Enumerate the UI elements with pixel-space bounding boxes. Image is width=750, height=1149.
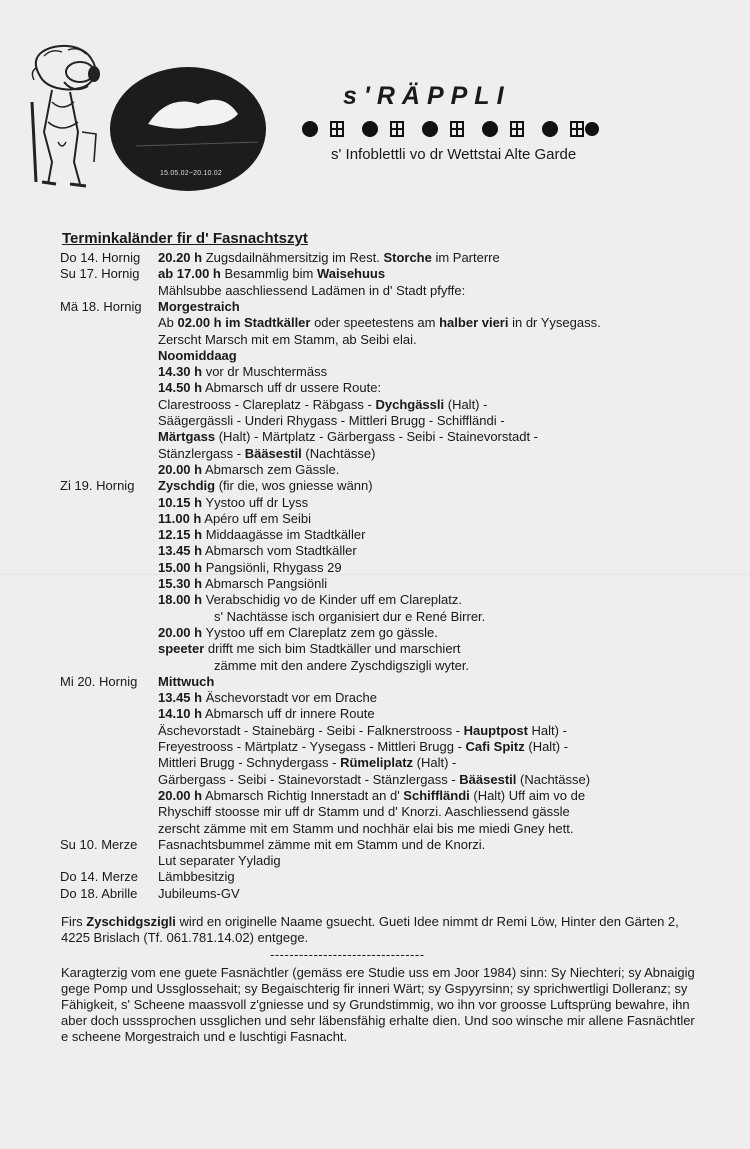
event-text [158, 413, 505, 429]
event-row [0, 706, 750, 722]
event-text-bold: Mittwuch [158, 673, 215, 689]
event-text [158, 804, 570, 820]
event-text [158, 429, 538, 445]
paragraph-lead: Firs [61, 914, 87, 929]
event-text-plain: (Nachtässe) [516, 771, 591, 787]
event-row [0, 283, 750, 299]
event-text [158, 853, 281, 869]
event-day: Do 14. Hornig [60, 250, 141, 265]
event-text-plain: Lut separater Yyladig [158, 853, 281, 869]
event-row [0, 576, 750, 592]
event-row [0, 772, 750, 788]
event-text-bold: Dychgässli [375, 396, 445, 412]
event-text-bold: 15.00 h [158, 559, 203, 575]
event-row [0, 397, 750, 413]
event-text [158, 348, 237, 364]
event-text-bold: Morgestraich [158, 298, 240, 314]
event-text-plain: (fir die, wos gniesse wänn) [215, 478, 373, 494]
event-text-plain: Abmarsch uff dr innere Route [202, 706, 375, 722]
event-text-bold: 10.15 h [158, 494, 203, 510]
event-text [158, 706, 375, 722]
event-text [158, 266, 385, 282]
event-text-plain: Zerscht Marsch mit em Stamm, ab Seibi elai. [158, 331, 417, 347]
event-text [158, 869, 235, 885]
event-text-plain: Freyestrooss - Märtplatz - Yysegass - Mittleri Brugg - [158, 739, 466, 754]
event-text-plain: (Halt) - [413, 755, 457, 771]
event-text-plain: Yystoo uff dr Lyss [202, 494, 309, 510]
event-text-bold: Rümeliplatz [340, 755, 414, 771]
event-text-bold: Waisehuus [316, 266, 386, 282]
event-row [0, 332, 750, 348]
event-row [0, 315, 750, 331]
event-text-plain: in dr Yysegass. [508, 315, 601, 331]
event-text-bold: 15.30 h [158, 576, 203, 591]
event-text [158, 299, 240, 315]
event-text-plain: Äschevorstadt vor em Drache [202, 690, 377, 706]
name-search-paragraph [61, 914, 701, 946]
event-text-plain: Abmarsch zem Gässle. [202, 461, 340, 477]
event-text-bold: 20.00 h [158, 461, 203, 477]
ornament-row [300, 118, 600, 140]
event-text-plain: Clarestrooss - Clareplatz - Räbgass - [158, 396, 376, 412]
event-row [0, 380, 750, 396]
event-text-plain: Stänzlergass - [158, 445, 245, 461]
event-text-plain: drifft me sich bim Stadtkäller und marschiert [204, 641, 461, 657]
characteristics-paragraph: Karagterzig vom ene guete Fasnächtler (gemäss ere Studie uss em Joor 1984) sinn: Sy Niechteri; sy Abnaigig gege Pomp und Ussglossehait; sy Begaischterig fir inneri Wärt; sy Gspyyrsinn; sy sprichwertligi Dolleranz; sy Fähigkeit, s' Scheene maassvoll z'gniesse und sy Grundstimmig, wo ihn vor groosse Luftsprüng bewahre, ihn aber doch usssprochen ussglichen und sehr läbensfähig erhalte dien. Und soo winsche mir allene Fasnächtler e scheene Morgestraich und e luschtigi Fasnacht. [61, 965, 695, 1044]
event-text-plain: Verabschidig vo de Kinder uff em Clareplatz. [202, 592, 462, 608]
event-row [0, 364, 750, 380]
event-text [158, 446, 376, 462]
event-text [158, 283, 465, 299]
event-row [0, 266, 750, 282]
event-row [0, 250, 750, 266]
event-text [158, 527, 365, 543]
event-text-bold: Zyschdig [158, 478, 216, 494]
event-text-bold: speeter [158, 641, 205, 657]
event-row [0, 592, 750, 608]
event-text-plain: s' Nachtässe isch organisiert dur e René Birrer. [214, 608, 486, 624]
newsletter-subtitle: s' Infoblettli vo dr Wettstai Alte Garde [331, 146, 577, 163]
event-text-bold: 13.45 h [158, 690, 203, 706]
event-text [158, 772, 590, 788]
event-text-plain: im Parterre [431, 250, 500, 265]
event-text [158, 462, 339, 478]
event-text-bold: 20.00 h [158, 624, 203, 640]
event-text-bold: halber vieri [439, 315, 509, 331]
event-text-plain: (Halt) - Märtplatz - Gärbergass - Seibi - Stainevorstadt - [215, 429, 539, 445]
event-text-bold: 14.10 h [158, 706, 203, 722]
event-row [0, 674, 750, 690]
event-text-plain: Halt) - [527, 722, 567, 738]
event-row [0, 690, 750, 706]
event-text-plain: (Halt) Uff aim vo de [469, 787, 586, 803]
paragraph-rest: wird en originelle Naame gsuecht. Gueti Idee nimmt dr Remi Löw, Hinter den Gärten 2, 4225 Brislach (Tf. 061.781.14.02) entgege. [61, 914, 679, 945]
event-text-bold: Storche [383, 250, 432, 265]
event-day: Su 17. Hornig [60, 266, 140, 282]
event-text-plain: Gärbergass - Seibi - Stainevorstadt - Stänzlergass - [158, 771, 460, 787]
event-text-plain: Abmarsch uff dr ussere Route: [202, 380, 382, 396]
event-text-bold: ab 17.00 h [158, 266, 221, 282]
event-text [158, 250, 500, 266]
event-text [158, 674, 214, 690]
event-text [158, 641, 461, 657]
event-row [0, 869, 750, 885]
event-row [0, 723, 750, 739]
event-text [158, 364, 327, 380]
event-text-plain: Mählsubbe aaschliessend Ladämen in d' Stadt pfyffe: [158, 282, 466, 298]
event-text-plain: (Halt) - [524, 739, 569, 754]
event-text-plain: Yystoo uff em Clareplatz zem go gässle. [202, 624, 438, 640]
calendar-heading: Terminkaländer fir d' Fasnachtszyt [62, 230, 308, 247]
event-text-bold: 11.00 h [158, 510, 202, 526]
event-text [158, 723, 567, 739]
event-text [158, 332, 417, 348]
event-text-plain: Ab [158, 315, 178, 331]
event-row [0, 853, 750, 869]
event-text-bold: Märtgass [158, 429, 216, 445]
event-text-plain: Lämbbesitzig [158, 869, 235, 885]
event-text-plain: Mittleri Brugg - Schnydergass - [158, 755, 341, 771]
event-day: Zi 19. Hornig [60, 478, 135, 494]
event-text [158, 495, 308, 511]
event-text [158, 576, 327, 592]
event-text [158, 821, 573, 837]
event-text-plain: Zugsdailnähmersitzig im Rest. [202, 250, 384, 265]
event-row [0, 429, 750, 445]
event-text-plain: zämme mit den andere Zyschdigszigli wyter. [214, 657, 470, 673]
event-row [0, 788, 750, 804]
event-day: Do 18. Abrille [60, 885, 138, 901]
event-text-bold: Bääsestil [459, 771, 517, 787]
event-row [0, 560, 750, 576]
event-row [0, 755, 750, 771]
event-text-plain: oder speetestens am [310, 315, 440, 331]
event-text [158, 625, 438, 641]
event-row [0, 739, 750, 755]
event-text-plain: (Halt) - [444, 396, 488, 412]
event-text-bold: 02.00 h im Stadtkäller [177, 315, 311, 331]
event-text [158, 511, 311, 527]
event-text [158, 478, 373, 494]
event-text-plain: vor dr Muschtermäss [202, 364, 328, 380]
event-text-plain: Besammlig bim [220, 266, 317, 282]
event-day: Mi 20. Hornig [60, 673, 138, 689]
event-text [158, 690, 377, 706]
event-text [158, 755, 456, 771]
event-text-bold: 14.50 h [158, 380, 203, 396]
newsletter-title: s'RÄPPLI [343, 82, 511, 110]
event-row [0, 413, 750, 429]
event-text [158, 560, 342, 576]
event-row [0, 804, 750, 820]
event-text-bold: Schiffländi [403, 787, 470, 803]
event-text-plain: zerscht zämme mit em Stamm und nochhär elai bis me miedi Gney hett. [158, 820, 574, 836]
event-text-plain: Rhyschiff stoosse mir uff dr Stamm und d' Knorzi. Aaschliessend gässle [158, 804, 570, 820]
event-row [0, 837, 750, 853]
event-row [0, 821, 750, 837]
event-text-plain: Abmarsch Richtig Innerstadt an d' [202, 787, 404, 803]
event-text [158, 837, 485, 853]
event-day: Su 10. Merze [60, 836, 138, 852]
event-row [0, 543, 750, 559]
event-text [214, 658, 469, 674]
event-text [158, 397, 487, 413]
event-text-plain: (Nachtässe) [301, 445, 376, 461]
event-text [158, 739, 568, 755]
mascot-illustration [22, 42, 112, 192]
event-row [0, 299, 750, 315]
event-row [0, 609, 750, 625]
event-row [0, 446, 750, 462]
event-day: Mä 18. Hornig [60, 298, 142, 314]
event-text [214, 609, 485, 625]
event-text [158, 315, 601, 331]
event-text-plain: Pangsiönli, Rhygass 29 [202, 559, 342, 575]
event-text [158, 380, 381, 396]
event-text-plain: Fasnachtsbummel zämme mit em Stamm und de Knorzi. [158, 836, 486, 852]
event-row [0, 495, 750, 511]
event-row [0, 511, 750, 527]
event-text [158, 788, 585, 804]
event-row [0, 658, 750, 674]
event-text-bold: 14.30 h [158, 364, 203, 380]
event-row [0, 478, 750, 494]
event-text-bold: Cafi Spitz [465, 739, 525, 754]
event-row [0, 527, 750, 543]
event-text [158, 592, 462, 608]
paragraph-bold: Zyschidgszigli [86, 914, 176, 929]
event-text-bold: Bääsestil [244, 445, 302, 461]
event-text-plain: Jubileums-GV [158, 885, 240, 901]
event-text-bold: 13.45 h [158, 543, 203, 559]
event-text-plain: Abmarsch vom Stadtkäller [202, 543, 357, 559]
event-row [0, 348, 750, 364]
event-row [0, 462, 750, 478]
event-day: Do 14. Merze [60, 869, 139, 885]
event-row [0, 625, 750, 641]
event-text-bold: 20.20 h [158, 250, 203, 265]
event-text-plain: Säägergässli - Underi Rhygass - Mittleri Brugg - Schiffländi - [158, 413, 505, 428]
event-text [158, 886, 240, 902]
event-text-bold: Hauptpost [463, 722, 528, 738]
separator-dashes: -------------------------------- [270, 947, 425, 962]
event-text [158, 543, 357, 559]
event-text-bold: 18.00 h [158, 592, 203, 608]
event-text-bold: 20.00 h [158, 787, 203, 803]
event-text-plain: Middaagässe im Stadtkäller [202, 527, 366, 543]
event-text-bold: 12.15 h [158, 527, 203, 543]
event-text-bold: Noomiddaag [158, 347, 237, 363]
photo-date: 15.05.02~20.10.02 [160, 170, 222, 177]
event-text-plain: Abmarsch Pangsiönli [202, 576, 328, 591]
event-row [0, 886, 750, 902]
event-text-plain: Apéro uff em Seibi [201, 510, 311, 526]
event-row [0, 641, 750, 657]
event-text-plain: Äschevorstadt - Stainebärg - Seibi - Falknerstrooss - [158, 722, 464, 738]
